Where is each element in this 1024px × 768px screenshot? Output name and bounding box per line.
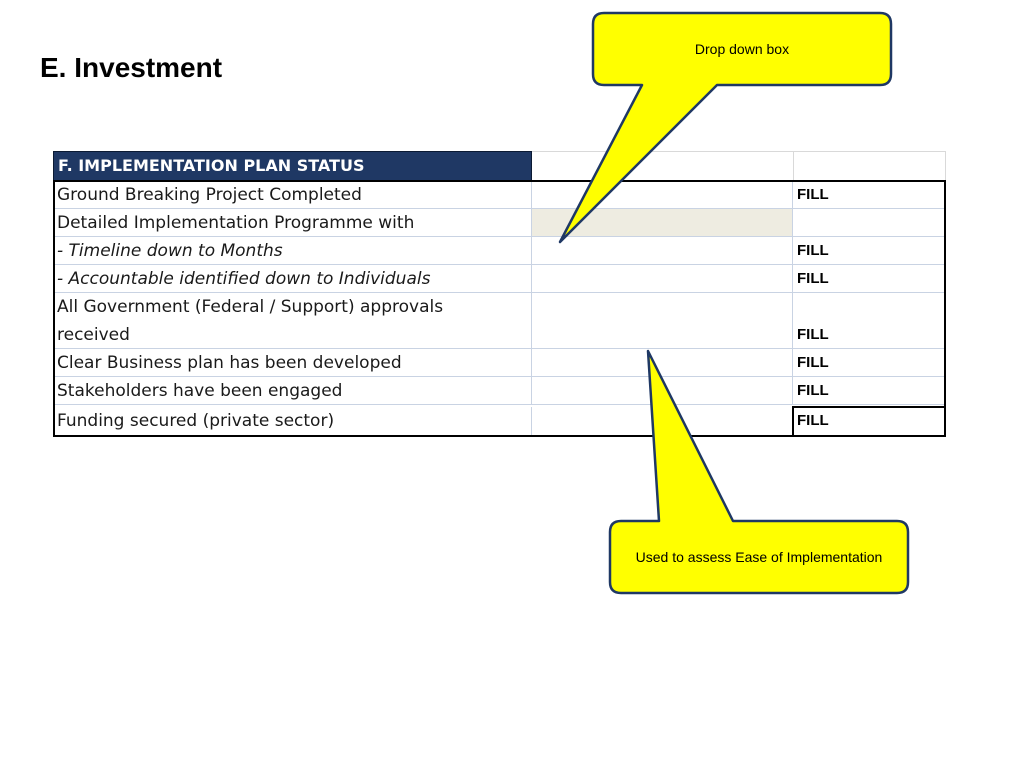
fill-cell[interactable]: FILL bbox=[793, 293, 946, 349]
table-row-label: Stakeholders have been engaged bbox=[53, 377, 532, 405]
table-row-label: Funding secured (private sector) bbox=[53, 407, 532, 436]
table-row-label: Detailed Implementation Programme with bbox=[53, 209, 532, 237]
slide-title: E. Investment bbox=[40, 52, 223, 83]
callout-top-text: Drop down box bbox=[694, 41, 790, 57]
fill-cell[interactable]: FILL bbox=[793, 349, 946, 377]
fill-cell[interactable]: FILL bbox=[793, 407, 946, 436]
fill-cell[interactable]: FILL bbox=[793, 265, 946, 293]
table-row-label: - Accountable identified down to Individuals bbox=[53, 265, 532, 293]
table-row-label: Clear Business plan has been developed bbox=[53, 349, 532, 377]
table-row-label-line2: received bbox=[57, 325, 130, 345]
fill-cell[interactable]: FILL bbox=[793, 377, 946, 405]
fill-cell[interactable]: FILL bbox=[793, 237, 946, 265]
fill-cell[interactable]: FILL bbox=[793, 181, 946, 209]
table-row-label: - Timeline down to Months bbox=[53, 237, 532, 265]
table-header: F. IMPLEMENTATION PLAN STATUS bbox=[53, 151, 532, 181]
table-row-label-line1: All Government (Federal / Support) approvals bbox=[57, 297, 444, 317]
callout-bottom-text: Used to assess Ease of Implementation bbox=[635, 549, 883, 565]
table-row-label: Ground Breaking Project Completed bbox=[53, 181, 532, 209]
